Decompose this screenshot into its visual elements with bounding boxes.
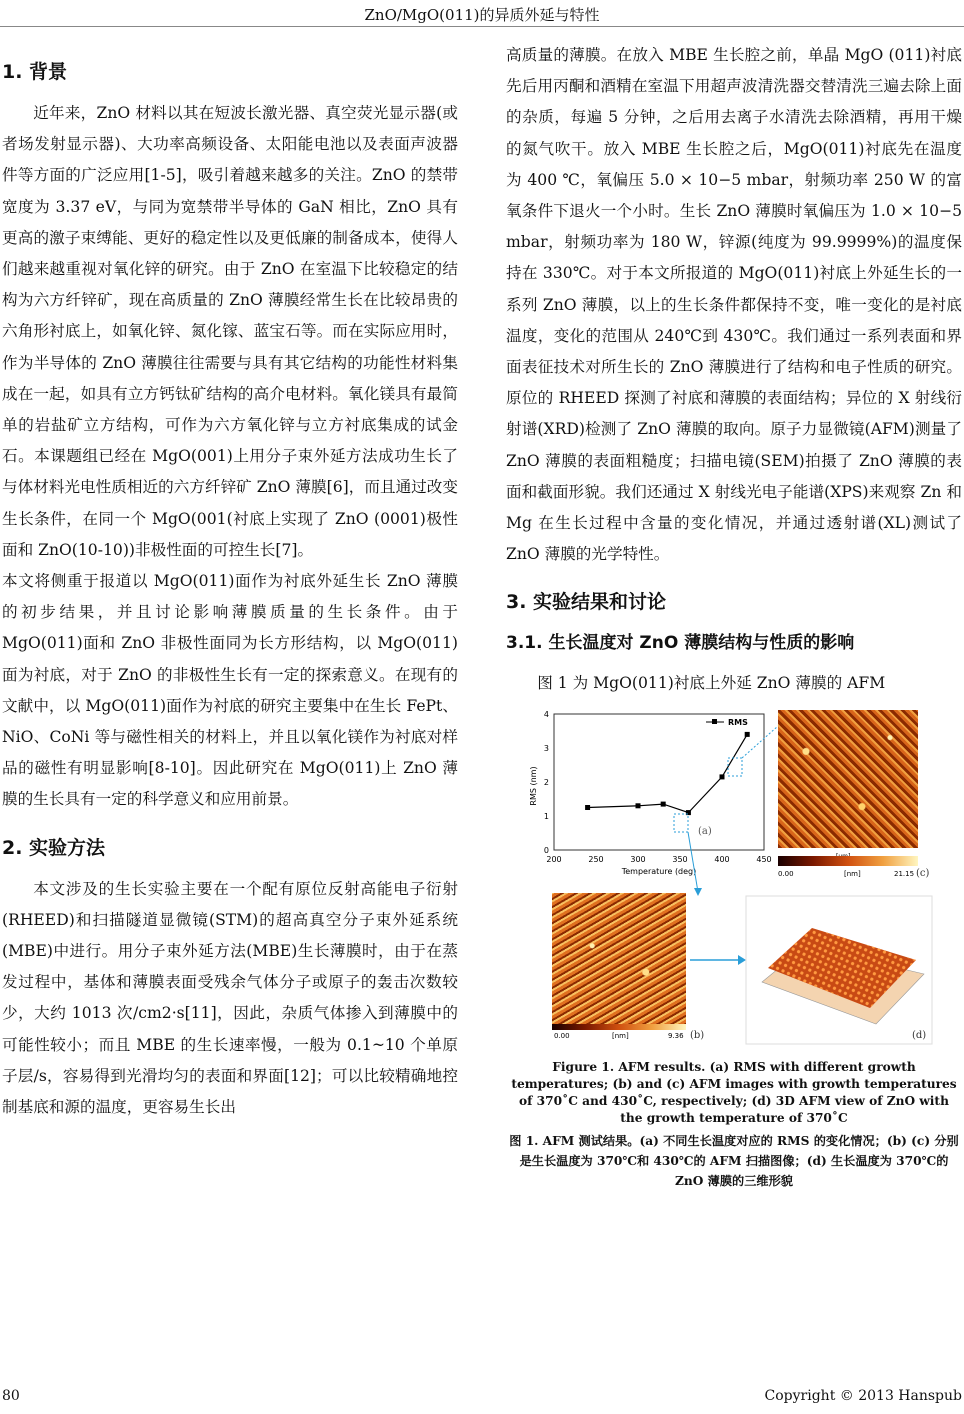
rms-data-point: [745, 732, 750, 737]
label-a: (a): [698, 825, 712, 837]
cbar-b-unit: [nm]: [612, 1031, 629, 1040]
running-header: ZnO/MgO(011)的异质外延与特性: [364, 6, 600, 24]
rms-xtick-label: 400: [714, 854, 730, 864]
section-3-1-paragraph-1: 图 1 为 MgO(011)衬底上外延 ZnO 薄膜的 AFM: [537, 674, 886, 693]
section-3-title: 3. 实验结果和讨论: [506, 591, 667, 614]
rms-xtick-label: 200: [546, 854, 562, 864]
rms-ytick-label: 1: [543, 811, 549, 821]
label-d: (d): [912, 1029, 927, 1041]
figure-1: [506, 706, 962, 1051]
section-1-paragraph-1: 近年来，ZnO 材料以其在短波长激光器、真空荧光显示器(或者场发射显示器)、大功率高频设备、太阳能电池以及表面声波器件等方面的广泛应用[1-5]，吸引着越来越多的关注。ZnO 的禁带宽度为 3.37 eV，与同为宽禁带半导体的 GaN 相比，ZnO 具有更高的激子束缚能、更好的稳定性以及更低廉的制备成本，使得人们越来越重视对氧化锌的研究。由于 ZnO 在室温下比较稳定的结构为六方纤锌矿，现在高质量的 ZnO 薄膜经常生长在比较昂贵的六角形衬底上，如氧化锌、氮化镓、蓝宝石等。而在实际应用时，作为半导体的 ZnO 薄膜往往需要与具有其它结构的功能性材料集成在一起，如具有立方钙钛矿结构的高介电材料。氧化镁具有最简单的岩盐矿立方结构，可作为六方氧化锌与立方衬底集成的试金石。本课题组已经在 MgO(001)上用分子束外延方法成功生长了与体材料光电性质相近的六方纤锌矿 ZnO 薄膜[6]，而且通过改变生长条件，在同一个 MgO(001(衬底上实现了 ZnO (0001)极性面和 ZnO(10-10))非极性面的可控生长[7]。: [2, 104, 458, 559]
figure-1-caption-zh: 图 1. AFM 测试结果。(a) 不同生长温度对应的 RMS 的变化情况；(b) (c) 分别是生长温度为 370℃和 430℃的 AFM 扫描图像；(d) 生长温度为 370℃的 ZnO 薄膜的三维形貌: [509, 1133, 959, 1188]
rms-xtick-label: 450: [756, 854, 772, 864]
afm-image-b: [552, 893, 686, 1025]
section-3-1-title: 3.1. 生长温度对 ZnO 薄膜结构与性质的影响: [506, 633, 855, 654]
label-c: (c): [916, 867, 930, 879]
colorbar-b: [552, 1024, 686, 1030]
header-rule: [0, 26, 964, 27]
rms-ylabel: RMS (nm): [529, 766, 538, 806]
rms-ytick-label: 4: [543, 709, 549, 719]
rms-legend-label: RMS: [728, 717, 748, 727]
cbar-c-max: 21.15: [894, 869, 915, 878]
section-1-title: 1. 背景: [2, 61, 68, 83]
rms-data-point: [720, 774, 725, 779]
rms-ytick-label: 3: [543, 743, 549, 753]
right-column: [506, 40, 962, 1191]
copyright: Copyright © 2013 Hanspub: [764, 1388, 962, 1404]
figure-1-caption-en: Figure 1. AFM results. (a) RMS with different growth temperatures; (b) and (c) AFM images with growth temperatures of 370˚C and 430˚C, respectively; (d) 3D AFM view of ZnO with the growth temperature of 370˚C: [511, 1059, 957, 1125]
section-2-paragraph-cont: 高质量的薄膜。在放入 MBE 生长腔之前，单晶 MgO (011)衬底先后用丙酮和酒精在室温下用超声波清洗器交替清洗三遍去除上面的杂质，每遍 5 分钟，之后用去离子水清洗去除酒精，再用干燥的氮气吹干。放入 MBE 生长腔之后，MgO(011)衬底先在温度为 400 ℃，氧偏压 5.0 × 10−5 mbar，射频功率 250 W 的富氧条件下退火一个小时。生长 ZnO 薄膜时氧偏压为 1.0 × 10−5 mbar，射频功率为 180 W，锌源(纯度为 99.9999%)的温度保持在 330℃。对于本文所报道的 MgO(011)衬底上外延生长的一系列 ZnO 薄膜，以上的生长条件都保持不变，唯一变化的是衬底温度，变化的范围从 240℃到 430℃。我们通过一系列表面和界面表征技术对所生长的 ZnO 薄膜进行了结构和电子性质的研究。原位的 RHEED 探测了衬底和薄膜的表面结构；异位的 X 射线衍射谱(XRD)检测了 ZnO 薄膜的取向。原子力显微镜(AFM)测量了 ZnO 薄膜的表面粗糙度；扫描电镜(SEM)拍摄了 ZnO 薄膜的表面和截面形貌。我们还通过 X 射线光电子能谱(XPS)来观察 Zn 和 Mg 在生长过程中含量的变化情况，并通过透射谱(XL)测试了 ZnO 薄膜的光学特性。: [506, 46, 962, 564]
arrow-b: [694, 888, 702, 896]
colorbar-c: [778, 856, 918, 866]
label-b: (b): [690, 1029, 705, 1041]
arrow-d: [738, 955, 746, 965]
rms-plot-frame: [554, 714, 764, 850]
cbar-b-min: 0.00: [554, 1031, 570, 1040]
cbar-c-min: 0.00: [778, 869, 794, 878]
section-1-paragraph-2: 本文将侧重于报道以 MgO(011)面作为衬底外延生长 ZnO 薄膜的初步结果，并且讨论影响薄膜质量的生长条件。由于 MgO(011)面和 ZnO 非极性面同为长方形结构，以 MgO(011)面为衬底，对于 ZnO 的非极性生长有一定的探索意义。在现有的文献中，以 MgO(011)面作为衬底的研究主要集中在生长 FePt、NiO、CoNi 等与磁性相关的材料上，并且以氧化镁作为衬底对样品的磁性有明显影响[8-10]。因此研究在 MgO(011)上 ZnO 薄膜的生长具有一定的科学意义和应用前景。: [2, 572, 458, 809]
rms-data-point: [585, 805, 590, 810]
section-2-title: 2. 实验方法: [2, 836, 106, 859]
cbar-c-unit: [nm]: [844, 869, 861, 878]
rms-legend-marker: [712, 719, 717, 724]
section-2-paragraph-1: 本文涉及的生长实验主要在一个配有原位反射高能电子衍射(RHEED)和扫描隧道显微镜(STM)的超高真空分子束外延系统(MBE)中进行。用分子束外延方法(MBE)生长薄膜时，由于在蒸发过程中，基体和薄膜表面受残余气体分子或原子的轰击次数较少，大约 1013 次/cm2·s[11]，因此，杂质气体掺入到薄膜中的可能性较小；而且 MBE 的生长速率慢，一般为 0.1~10 个单原子层/s，容易得到光滑均匀的表面和界面[12]；可以比较精确地控制基底和源的温度，更容易生长出: [2, 879, 458, 1117]
rms-xlabel: Temperature (deg): [621, 866, 697, 876]
rms-data-point: [661, 801, 666, 806]
cbar-b-max: 9.36: [668, 1031, 684, 1040]
rms-xtick-label: 250: [588, 854, 604, 864]
page-number: 80: [2, 1388, 20, 1404]
rms-ytick-label: 0: [543, 845, 549, 855]
rms-ytick-label: 2: [543, 777, 549, 787]
rms-xtick-label: 300: [630, 854, 646, 864]
afm-image-c: [778, 710, 918, 848]
rms-xtick-label: 350: [672, 854, 688, 864]
left-column: [2, 40, 458, 1123]
rms-data-point: [636, 803, 641, 808]
